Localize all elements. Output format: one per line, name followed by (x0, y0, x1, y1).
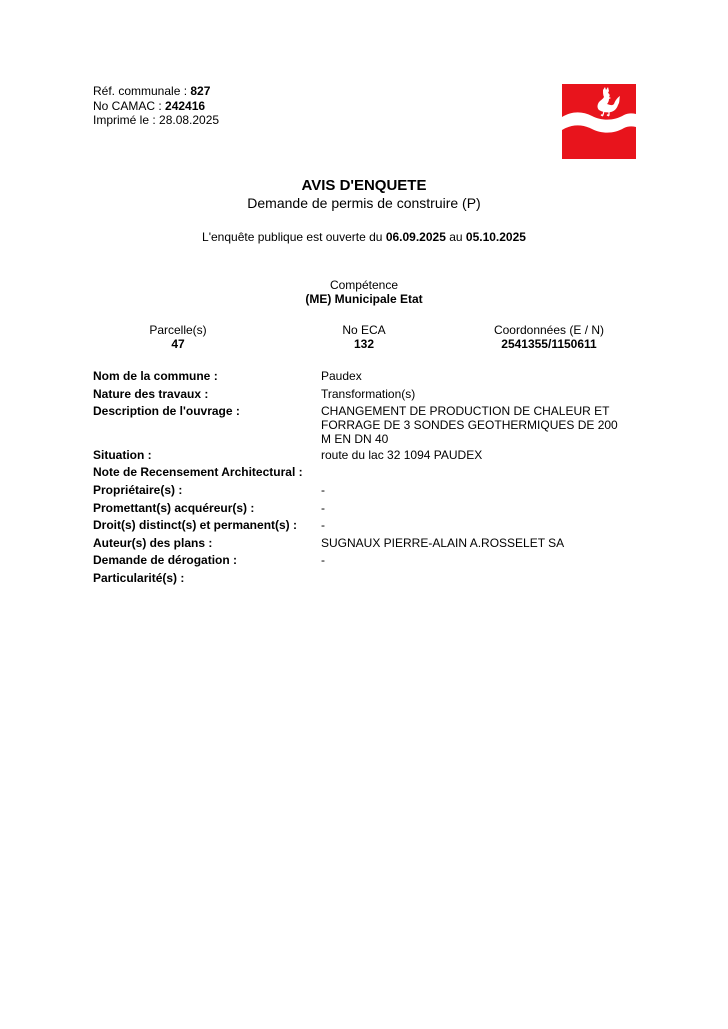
field-row-description (93, 404, 653, 446)
field-value (321, 465, 631, 479)
field-label: Description de l'ouvrage : (93, 404, 240, 418)
reference-block (93, 84, 219, 128)
eca-column (314, 323, 414, 351)
field-label: Particularité(s) : (93, 570, 185, 585)
competence-label: Compétence (329, 278, 399, 292)
field-row-commune (93, 369, 653, 383)
field-row-nature (93, 387, 653, 401)
competence-block (0, 278, 728, 306)
enquete-dates: L'enquête publique est ouverte du 06.09.2025 au 05.10.2025 (202, 230, 526, 244)
coat-of-arms-icon (562, 84, 636, 159)
field-value: CHANGEMENT DE PRODUCTION DE CHALEUR ET FORRAGE DE 3 SONDES GEOTHERMIQUES DE 200 M EN DN 40 (321, 404, 618, 446)
field-value: SUGNAUX PIERRE-ALAIN A.ROSSELET SA (321, 535, 565, 550)
field-value: - (321, 553, 325, 567)
field-label: Note de Recensement Architectural : (93, 465, 303, 479)
ref-communale: Réf. communale : 827 (93, 84, 211, 98)
coordinates-value: 2541355/1150611 (501, 337, 597, 351)
coordinates-column (469, 323, 629, 351)
field-value: route du lac 32 1094 PAUDEX (321, 448, 483, 462)
field-label: Nom de la commune : (93, 369, 218, 383)
parcelle-label: Parcelle(s) (149, 323, 207, 337)
printed-date-value: 28.08.2025 (159, 113, 220, 127)
field-value: - (321, 518, 325, 532)
field-row-derogation (93, 553, 653, 567)
field-value (321, 571, 631, 585)
field-row-proprietaire (93, 483, 653, 497)
page-subtitle: Demande de permis de construire (P) (247, 195, 481, 211)
field-row-droits (93, 518, 653, 532)
fields-list (93, 369, 653, 585)
field-label: Demande de dérogation : (93, 553, 238, 567)
page-title: AVIS D'ENQUETE (301, 177, 427, 194)
enquete-end: 05.10.2025 (465, 230, 526, 244)
coordinates-label: Coordonnées (E / N) (493, 323, 605, 337)
field-row-auteurs (93, 536, 653, 550)
field-label: Droit(s) distinct(s) et permanent(s) : (93, 518, 298, 532)
field-value: - (321, 483, 325, 497)
field-label: Auteur(s) des plans : (93, 535, 213, 550)
printed-date: Imprimé le : 28.08.2025 (93, 113, 220, 127)
field-label: Situation : (93, 448, 152, 462)
ref-communale-value: 827 (190, 84, 211, 98)
parcelle-value: 47 (171, 337, 185, 351)
field-label: Promettant(s) acquéreur(s) : (93, 500, 255, 515)
eca-value: 132 (353, 337, 375, 351)
field-value: Paudex (321, 369, 362, 383)
field-value: - (321, 500, 325, 515)
field-label: Propriétaire(s) : (93, 483, 183, 497)
competence-value: (ME) Municipale Etat (305, 292, 423, 306)
enquete-start: 06.09.2025 (385, 230, 446, 244)
field-label: Nature des travaux : (93, 386, 209, 401)
field-row-situation (93, 448, 653, 462)
field-row-particularites (93, 571, 653, 585)
field-row-recensement (93, 465, 653, 479)
field-row-promettant (93, 501, 653, 515)
parcelle-column (128, 323, 228, 351)
field-value: Transformation(s) (321, 386, 416, 401)
no-camac: No CAMAC : 242416 (93, 98, 206, 113)
eca-label: No ECA (342, 323, 386, 337)
no-camac-value: 242416 (165, 98, 206, 113)
